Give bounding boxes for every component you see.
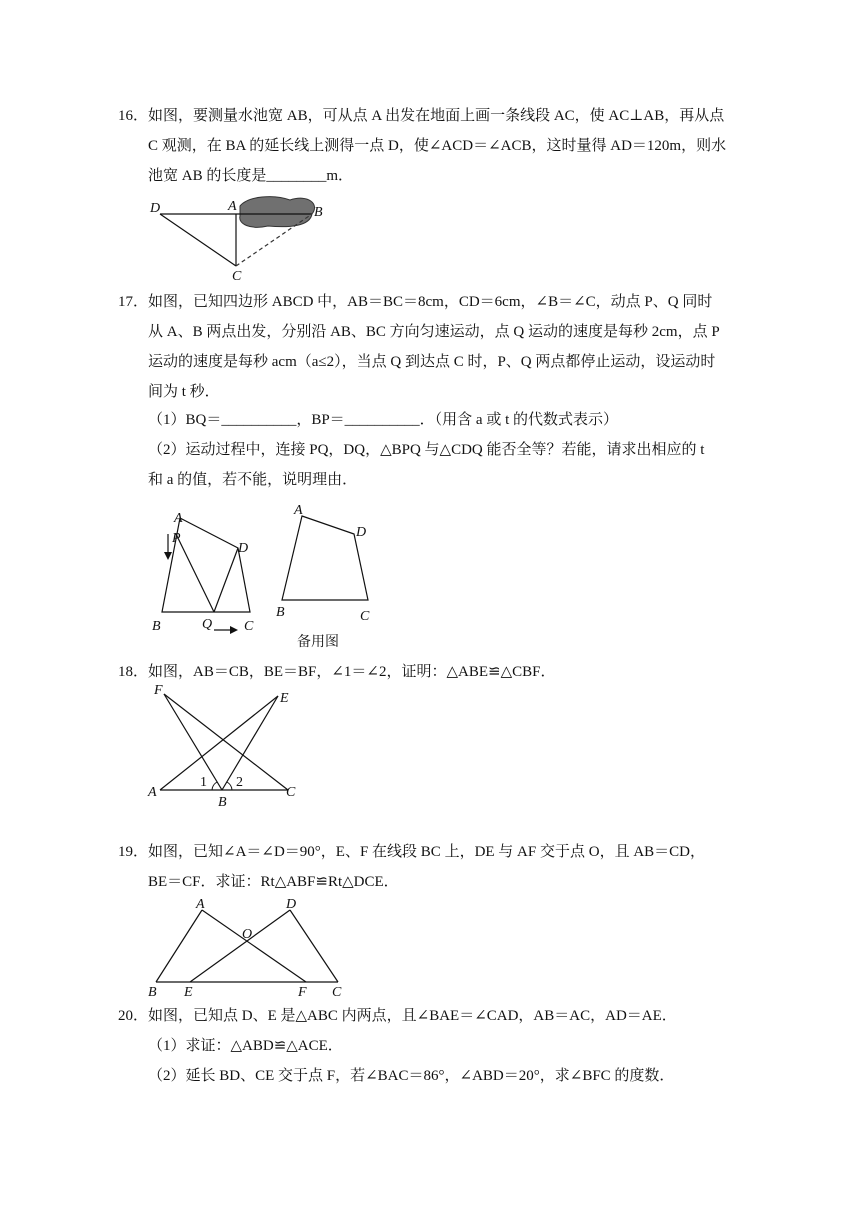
q19-label-d: D xyxy=(286,897,297,912)
q17-figure-spare xyxy=(272,498,392,628)
q17-fig-label-a: A xyxy=(174,511,183,526)
q18-angle-1-label: 1 xyxy=(200,775,207,790)
q20-text-line-1: 20．如图，已知点 D、E 是△ABC 内两点，且∠BAE＝∠CAD，AB＝AC，AD＝AE． xyxy=(118,1008,677,1024)
q18-label-b: B xyxy=(218,795,227,810)
q17-fig-label-b: B xyxy=(152,619,161,634)
q16-text-line-3: 池宽 AB 的长度是________m． xyxy=(148,168,354,184)
q16-text-line-1: 16．如图，要测量水池宽 AB，可从点 A 出发在地面上画一条线段 AC，使 AC⊥AB，再从点 xyxy=(118,108,725,124)
q18-label-e: E xyxy=(280,691,289,706)
q17-fig-label-p: P xyxy=(172,531,181,546)
q18-angle-2-label: 2 xyxy=(236,775,243,790)
q17-text-line-1: 17．如图，已知四边形 ABCD 中，AB＝BC＝8cm，CD＝6cm，∠B＝∠C，动点 P、Q 同时 xyxy=(118,294,713,310)
q18-label-a: A xyxy=(148,785,157,800)
q17-part-1: （1）BQ＝__________，BP＝__________．（用含 a 或 t 的代数式表示） xyxy=(148,412,619,428)
q19-label-f: F xyxy=(298,985,307,1000)
q18-figure xyxy=(140,684,310,810)
q18-label-c: C xyxy=(286,785,296,800)
q17-part-2-line-2: 和 a 的值，若不能，说明理由． xyxy=(148,472,358,488)
q17-fig-label-d: D xyxy=(238,541,249,556)
q19-label-a: A xyxy=(196,897,205,912)
q19-label-o: O xyxy=(242,927,253,942)
q19-label-e: E xyxy=(184,985,193,1000)
q17-text-line-3: 运动的速度是每秒 acm（a≤2），当点 Q 到达点 C 时，P、Q 两点都停止运动，设运动时 xyxy=(148,354,716,370)
q17-spare-label-c: C xyxy=(360,609,370,624)
q18-label-f: F xyxy=(154,684,163,698)
q19-text-line-1: 19．如图，已知∠A＝∠D＝90°，E、F 在线段 BC 上，DE 与 AF 交于点 O，且 AB＝CD， xyxy=(118,844,705,860)
q16-label-a: A xyxy=(228,199,237,214)
q19-label-b: B xyxy=(148,985,157,1000)
q16-figure xyxy=(140,190,340,290)
q16-label-c: C xyxy=(232,269,242,284)
q20-part-1: （1）求证：△ABD≌△ACE． xyxy=(148,1038,343,1054)
q19-label-c: C xyxy=(332,985,342,1000)
q17-text-line-4: 间为 t 秒． xyxy=(148,384,220,400)
q17-spare-caption: 备用图 xyxy=(297,634,339,650)
q17-spare-label-d: D xyxy=(356,525,367,540)
q17-fig-label-c: C xyxy=(244,619,254,634)
q19-text-line-2: BE＝CF．求证：Rt△ABF≌Rt△DCE． xyxy=(148,874,399,890)
q19-figure xyxy=(140,896,360,1000)
q17-part-2-line-1: （2）运动过程中，连接 PQ，DQ，△BPQ 与△CDQ 能否全等？若能，请求出相应的 t xyxy=(148,442,705,458)
q17-spare-label-a: A xyxy=(294,503,303,518)
q16-text-line-2: C 观测，在 BA 的延长线上测得一点 D，使∠ACD＝∠ACB，这时量得 AD＝120m，则水 xyxy=(148,138,727,154)
q20-part-2: （2）延长 BD、CE 交于点 F，若∠BAC＝86°，∠ABD＝20°，求∠BFC 的度数． xyxy=(148,1068,675,1084)
q18-text-line-1: 18．如图，AB＝CB，BE＝BF，∠1＝∠2，证明：△ABE≌△CBF． xyxy=(118,664,556,680)
q16-label-b: B xyxy=(314,205,323,220)
q17-fig-label-q: Q xyxy=(202,617,213,632)
q17-figure-main xyxy=(140,500,270,640)
q16-label-d: D xyxy=(150,201,161,216)
q17-text-line-2: 从 A、B 两点出发，分别沿 AB、BC 方向匀速运动，点 Q 运动的速度是每秒 2cm，点 P xyxy=(148,324,720,340)
q17-spare-label-b: B xyxy=(276,605,285,620)
